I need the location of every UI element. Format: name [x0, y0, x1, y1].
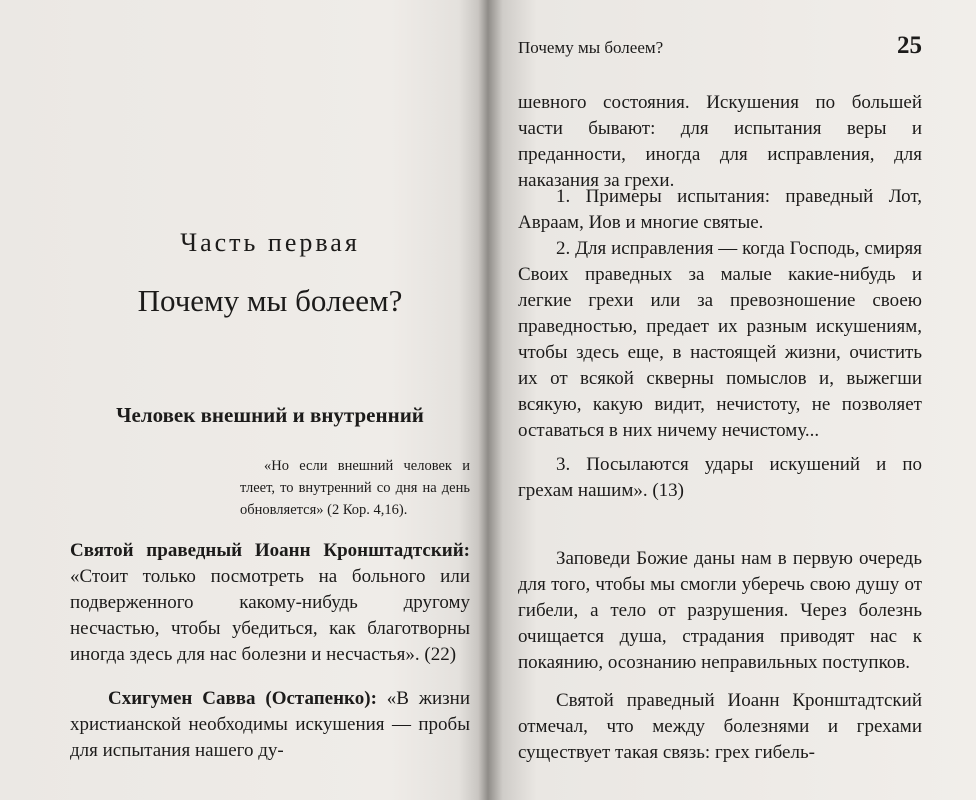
paragraph: Святой праведный Иоанн Кронштадтский отмечал, что между болезнями и грехами существует такая связь: грех гибель-	[518, 690, 922, 763]
paragraph: шевного состояния. Искушения по большей части бывают: для испытания веры и преданности, иногда для исправления, для наказания за грехи.	[518, 92, 922, 191]
quote-savva	[70, 686, 470, 764]
paragraph: 3. Посылаются удары искушений и по грехам нашим». (13)	[518, 454, 922, 501]
paragraph: Заповеди Божие даны нам в первую очередь для того, чтобы мы смогли уберечь свою душу от гибели, а тело от разрушения. Через болезнь очищается душа, страдания приводят нас к покаянию, осознанию неправильных поступков.	[518, 548, 922, 673]
part-title: Часть первая	[180, 228, 360, 257]
epigraph: «Но если внешний человек и тлеет, то внутренний со дня на день обновляется» (2 Кор. 4,16).	[240, 458, 470, 518]
right-page	[518, 0, 922, 800]
quote-text: «В жизни христианской необходимы искушения — пробы для испытания нашего ду-	[70, 688, 470, 761]
quote-text: «Стоит только посмотреть на больного или подверженного какому-нибудь другому несчастью, чтобы убедиться, как благотворны иногда здесь для нас болезни и несчастья». (22)	[70, 566, 470, 665]
running-head: Почему мы болеем?	[518, 38, 664, 57]
quote-kronstadt	[70, 538, 470, 668]
paragraph: 1. Примеры испытания: праведный Лот, Авраам, Иов и многие святые.	[518, 186, 922, 233]
paragraph: 2. Для исправления — когда Господь, смиряя Своих праведных за малые какие-нибудь и легкие грехи или за превозношение своею праведностью, предает их разным искушениям, чтобы здесь еще, в настоящей жизни, очистить их от всякой скверны помыслов и, выжегши всякую, какую видит, нечистоту, не позволяет оставаться в них ничему нечистому...	[518, 238, 922, 441]
left-page	[70, 0, 470, 800]
quote-author: Схигумен Савва (Остапенко):	[108, 688, 377, 709]
quote-author: Святой праведный Иоанн Кронштадтский:	[70, 540, 470, 561]
chapter-title: Почему мы болеем?	[137, 283, 403, 318]
section-title: Человек внешний и внутренний	[116, 403, 424, 427]
page-number: 25	[897, 32, 922, 59]
